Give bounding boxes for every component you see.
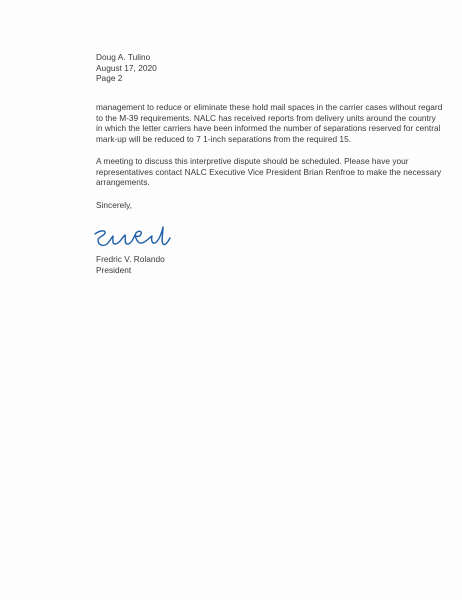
handwritten-signature: [92, 224, 172, 254]
body-paragraph-1: [96, 102, 442, 144]
paragraph-line: in which the letter carriers have been informed the number of separations reserved for central: [96, 123, 441, 134]
paragraph-line: arrangements.: [96, 177, 150, 188]
signer-block: [96, 254, 165, 275]
paragraph-line: A meeting to discuss this interpretive dispute should be scheduled. Please have your: [96, 156, 409, 166]
paragraph-line: mark-up will be reduced to 7 1-inch separations from the required 15.: [96, 133, 352, 144]
recipient-header: [96, 52, 157, 84]
paragraph-line: to the M-39 requirements. NALC has received reports from delivery units around the country: [96, 112, 436, 123]
body-paragraph-2: [96, 156, 441, 188]
closing-salutation: Sincerely,: [96, 200, 133, 210]
signer-name: Fredric V. Rolando: [96, 254, 165, 264]
recipient-name: Doug A. Tulino: [96, 52, 151, 62]
paragraph-line: management to reduce or eliminate these hold mail spaces in the carrier cases without regard: [96, 102, 443, 112]
letter-date: August 17, 2020: [96, 62, 157, 73]
signer-title: President: [96, 264, 132, 275]
paragraph-line: representatives contact NALC Executive Vice President Brian Renfroe to make the necessary: [96, 166, 442, 177]
signature-stroke: [95, 227, 170, 245]
page-number: Page 2: [96, 73, 123, 84]
